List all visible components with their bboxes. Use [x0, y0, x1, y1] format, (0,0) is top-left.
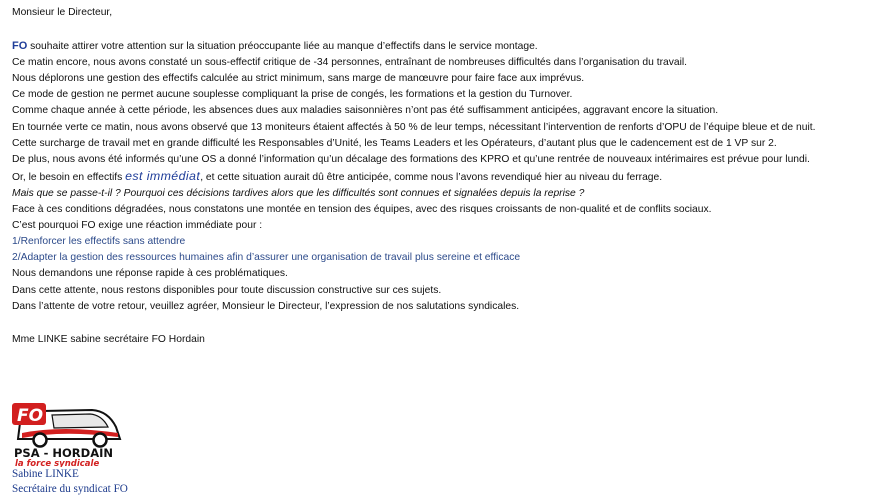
fo-psa-logo — [12, 403, 142, 467]
letter-line: Ce matin encore, nous avons constaté un sous-effectif critique de -34 personnes, entraînant de nombreuses difficultés dans l’organisation du travail. — [12, 57, 688, 69]
letter-line: C’est pourquoi FO exige une réaction immédiate pour : — [12, 220, 263, 232]
signature-title: Secrétaire du syndicat FO — [12, 483, 128, 495]
immediat-emphasis: est immédiat — [125, 168, 201, 183]
letter-line: Nous déplorons une gestion des effectifs calculée au strict minimum, sans marge de manœuvre pour faire face aux imprévus. — [12, 73, 585, 85]
letter-line: Ce mode de gestion ne permet aucune souplesse compliquant la prise de congés, les formations et la gestion du Turnover. — [12, 89, 573, 101]
letter-line: De plus, nous avons été informés qu’une OS a donné l’information qu’un décalage des formations des KPRO et qu’une rentrée de nouveaux intérimaires est prévue pour lundi. — [12, 153, 810, 165]
letter-line: Dans l’attente de votre retour, veuillez agréer, Monsieur le Directeur, l’expression de nos salutations syndicales. — [12, 300, 520, 312]
logo-fo-text: FO — [17, 406, 44, 426]
letter-body — [12, 5, 886, 348]
or-text-start: Or, le besoin en effectifs — [12, 171, 126, 183]
or-text-end: , et cette situation aurait dû être anticipée, comme nous l’avons revendiqué hier au niveau du ferrage. — [200, 171, 663, 183]
logo-company-text: PSA - HORDAIN — [14, 446, 113, 460]
letter-line: Comme chaque année à cette période, les absences dues aux maladies saisonnières n’ont pas été suffisamment anticipées, aggravant encore la situation. — [12, 105, 719, 117]
letter-line-or — [12, 168, 886, 186]
letter-line: En tournée verte ce matin, nous avons observé que 13 moniteurs étaient affectés à 50 % de leur temps, nécessitant l’intervention de renforts d’OPU de l’équipe bleue et de nuit. — [12, 121, 816, 133]
intro-paragraph — [12, 38, 886, 55]
demand-1: 1/Renforcer les effectifs sans attendre — [12, 236, 186, 248]
salutation: Monsieur le Directeur, — [12, 7, 113, 18]
letter-line: Cette surcharge de travail met en grande difficulté les Responsables d’Unité, les Teams Leaders et les Opérateurs, d’autant plus que le cadencement est de 1 VP sur 2. — [12, 137, 777, 149]
signoff: Mme LINKE sabine secrétaire FO Hordain — [12, 333, 205, 345]
signature-name: Sabine LINKE — [12, 468, 79, 480]
demand-2: 2/Adapter la gestion des ressources humaines afin d’assurer une organisation de travail plus sereine et efficace — [12, 252, 521, 264]
signature-block — [12, 467, 128, 497]
letter-line: Dans cette attente, nous restons disponibles pour toute discussion constructive sur ces sujets. — [12, 284, 442, 296]
question-line: Mais que se passe-t-il ? Pourquoi ces décisions tardives alors que les difficultés sont connues et signalées depuis la reprise ? — [12, 187, 585, 199]
intro-text: souhaite attirer votre attention sur la situation préoccupante liée au manque d’effectifs dans le service montage. — [27, 41, 538, 53]
letter-line: Nous demandons une réponse rapide à ces problématiques. — [12, 268, 288, 280]
fo-emphasis: FO — [12, 40, 28, 53]
logo-slogan-text: la force syndicale — [15, 459, 100, 467]
letter-line: Face à ces conditions dégradées, nous constatons une montée en tension des équipes, avec des risques croissants de non-qualité et de conflits sociaux. — [12, 204, 712, 216]
